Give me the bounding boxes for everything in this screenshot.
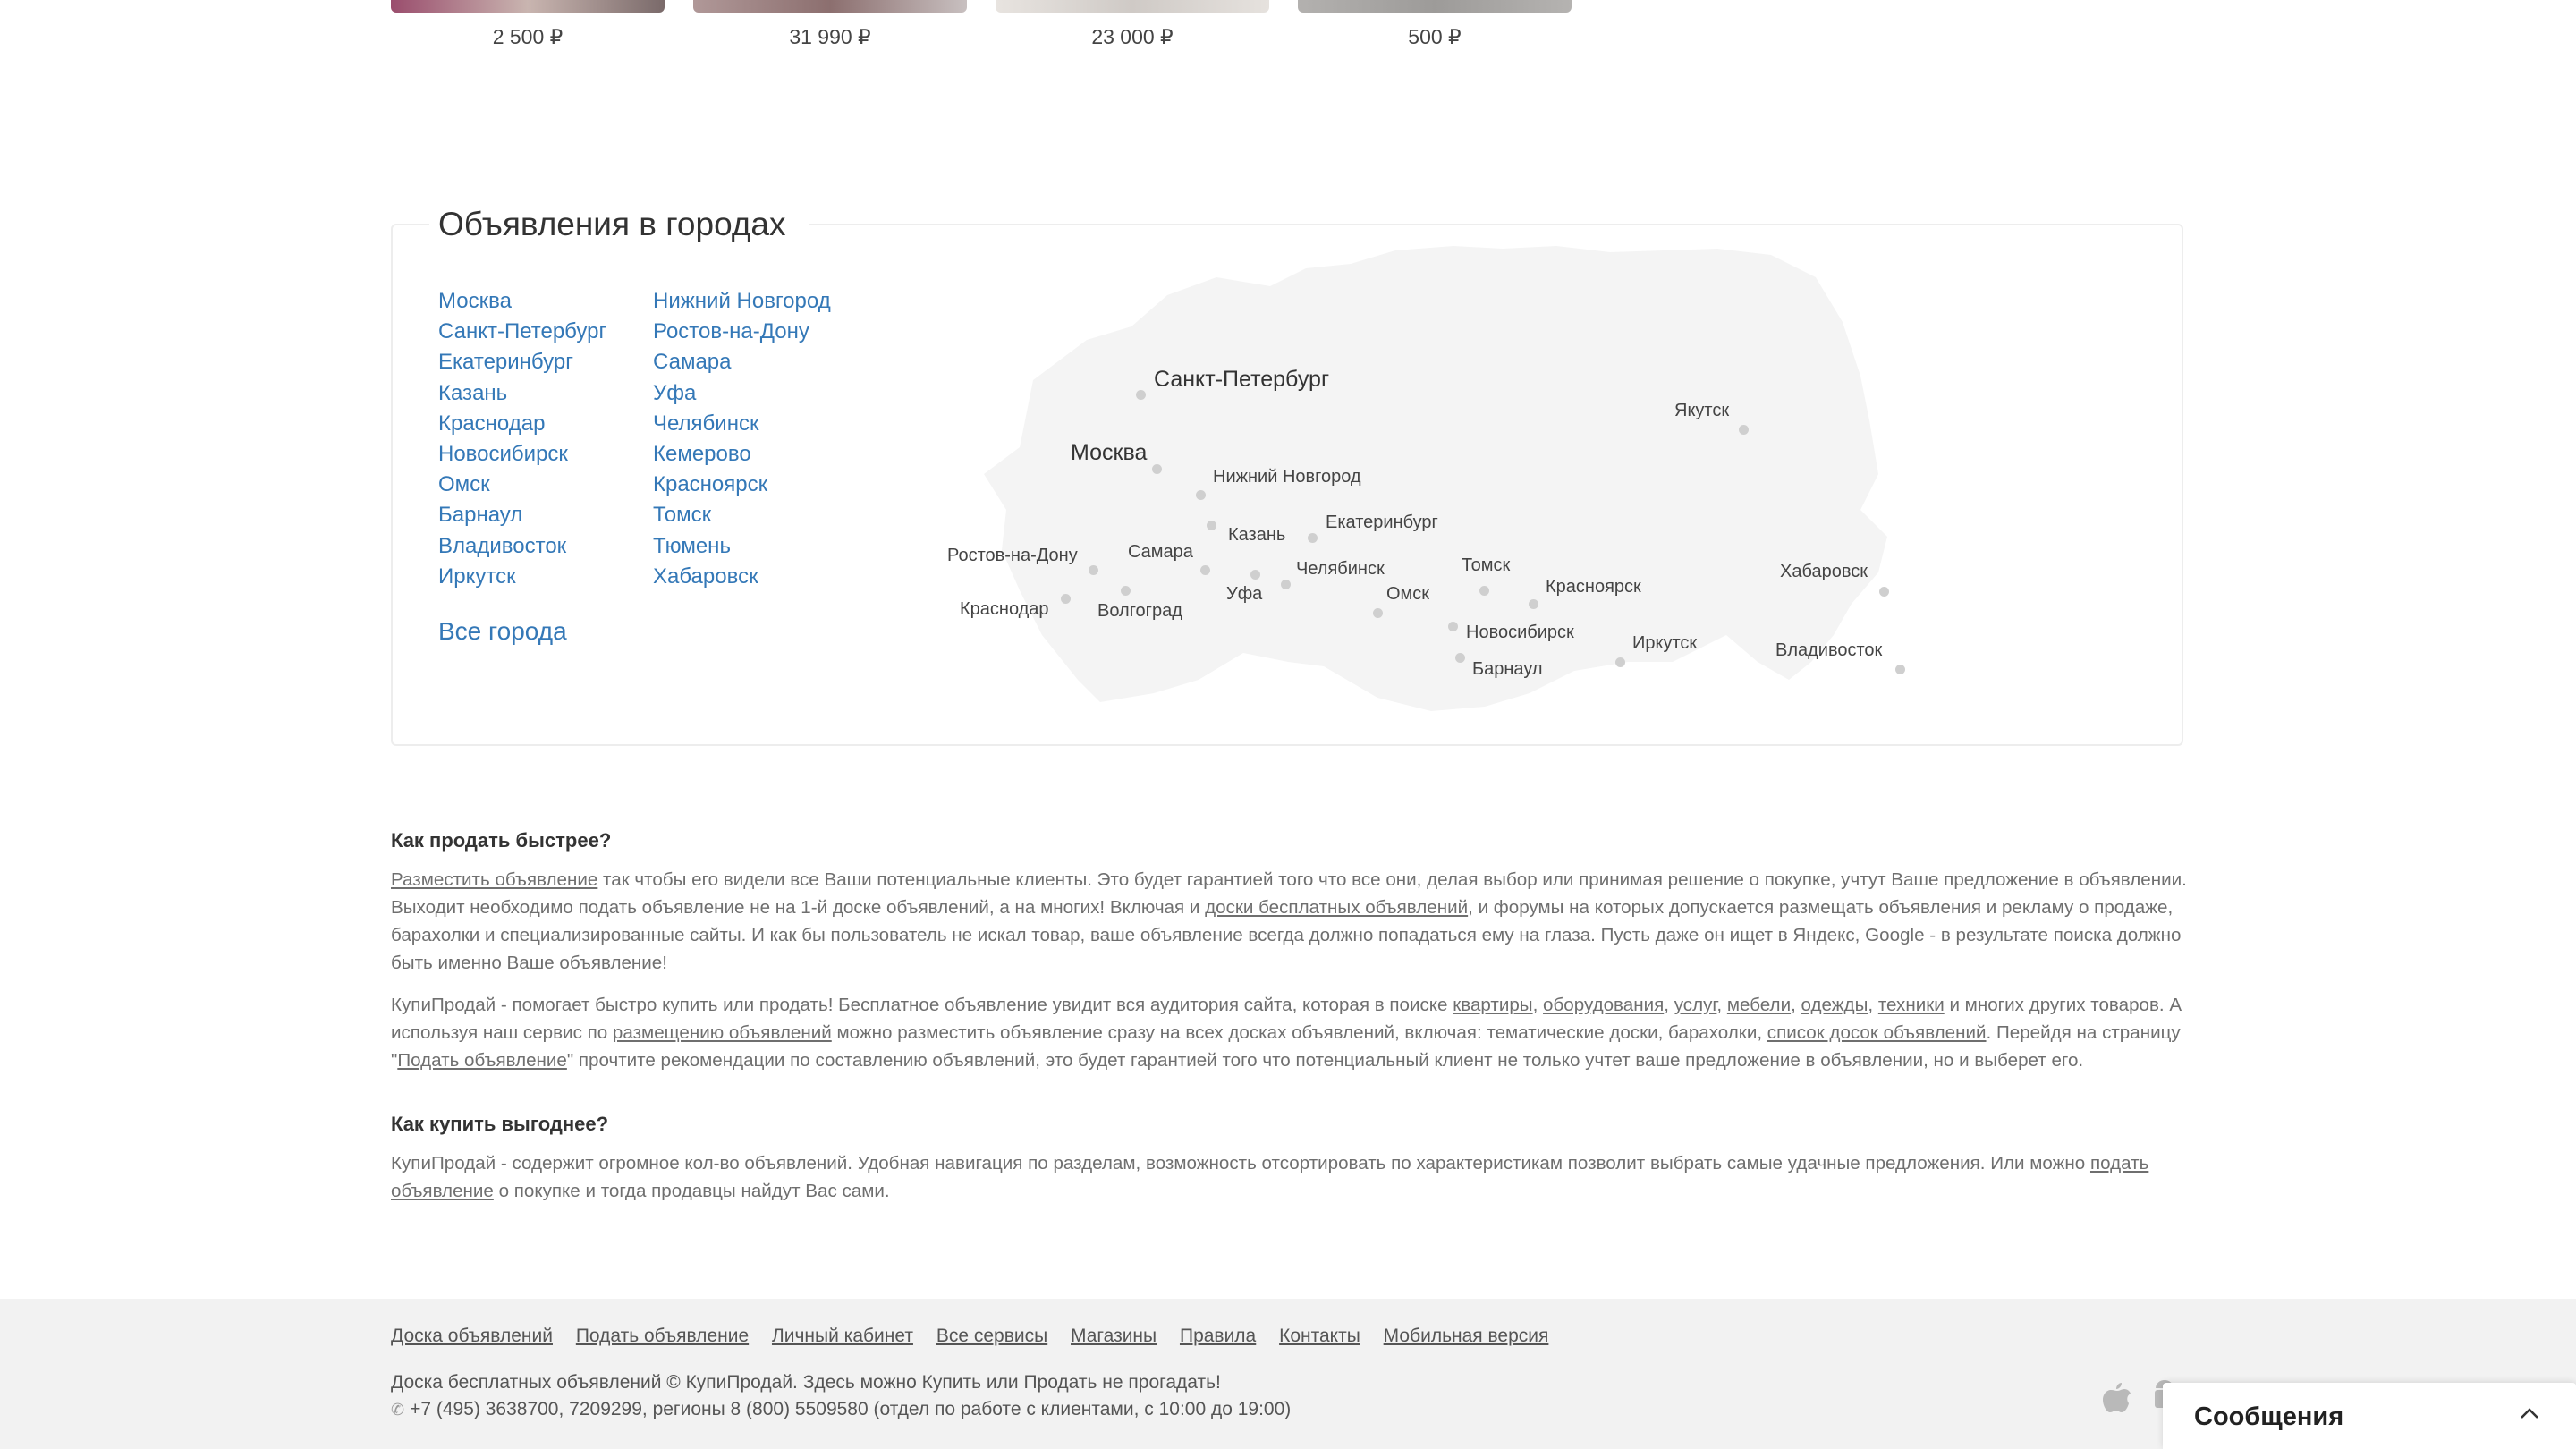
product-strip [391,0,1572,63]
map-label-city[interactable]: Челябинск [1296,559,1385,579]
seo-separator: , [1868,995,1878,1015]
services-link[interactable]: услуг [1674,995,1717,1015]
city-item [438,378,606,409]
city-item [438,562,606,592]
chevron-up-icon[interactable] [2519,1402,2540,1424]
product-thumbnail[interactable] [391,0,665,13]
map-label-city[interactable]: Уфа [1226,584,1263,604]
seo-text: " прочтите рекомендации по составлению объявлений, это будет гарантией того что потенциальный клиент не только учтет ваше предложение в объявлении, но и выберет его. [566,1050,2084,1071]
city-link[interactable]: Ростов-на-Дону [653,319,809,344]
map-dot-tomsk [1479,586,1489,596]
boards-list-link[interactable]: список досок объявлений [1767,1022,1987,1043]
footer-nav [391,1326,1566,1347]
city-link[interactable]: Нижний Новгород [653,289,831,313]
furniture-link[interactable]: мебели [1726,995,1792,1015]
city-item [438,470,606,500]
footer-link-account[interactable]: Личный кабинет [771,1326,913,1346]
seo-paragraph [391,866,2189,977]
map-label-city[interactable]: Самара [1128,542,1193,562]
city-link[interactable]: Самара [653,350,732,375]
city-item [438,439,606,470]
city-link[interactable]: Кемерово [653,441,751,466]
map-dot-samara [1200,565,1210,575]
map-dot-rostov [1089,565,1098,575]
map-label-city[interactable]: Красноярск [1546,577,1641,597]
city-item [653,531,831,562]
city-link[interactable]: Иркутск [438,564,516,589]
city-item [653,470,831,500]
product-card[interactable] [996,0,1269,49]
city-link[interactable]: Красноярск [653,472,768,497]
place-ad-link[interactable]: Разместить объявление [391,869,598,890]
seo-separator: , [1791,995,1801,1015]
city-link[interactable]: Москва [438,289,512,313]
map-label-city[interactable]: Ростов-на-Дону [947,546,1078,565]
city-link[interactable]: Екатеринбург [438,350,573,375]
buy-cheaper-title: Как купить выгоднее? [391,1113,609,1135]
city-link[interactable]: Казань [438,380,508,405]
seo-separator: , [1664,995,1674,1015]
map-dot-krasnoyarsk [1529,599,1538,609]
city-item [438,317,606,347]
map-dot-yakutsk [1739,425,1749,435]
footer-copyright: Доска бесплатных объявлений © КупиПродай. Здесь можно Купить или Продать не прогадать! [391,1372,1221,1393]
map-label-city[interactable]: Якутск [1674,401,1730,420]
footer-link-mobile[interactable]: Мобильная версия [1383,1326,1549,1346]
city-item [438,531,606,562]
map-dot-omsk [1373,608,1383,618]
city-link[interactable]: Хабаровск [653,564,758,589]
city-item [653,562,831,592]
ad-placement-link[interactable]: размещению объявлений [612,1022,832,1043]
map-label-city[interactable]: Новосибирск [1466,623,1574,642]
phone-icon: ✆ [391,1401,405,1419]
footer-link-board[interactable]: Доска объявлений [391,1326,553,1346]
map-dot-volgograd [1121,586,1131,596]
sell-faster-title: Как продать быстрее? [391,829,612,852]
seo-text: о покупке и тогда продавцы найдут Вас сами. [493,1181,890,1201]
map-dot-ufa [1250,570,1260,580]
map-dot-khabarovsk [1879,587,1889,597]
product-price: 2 500 ₽ [492,25,564,48]
map-dot-vladivostok [1895,665,1905,674]
product-price: 23 000 ₽ [1091,25,1174,48]
all-cities-link[interactable]: Все города [438,617,567,645]
map-label-city[interactable]: Владивосток [1775,640,1883,660]
product-thumbnail[interactable] [1298,0,1572,13]
map-label-city[interactable]: Хабаровск [1780,562,1868,581]
seo-text: КупиПродай - помогает быстро купить или продать! Бесплатное объявление увидит вся аудитория сайта, которая в поиске [391,995,1453,1015]
product-card[interactable] [1298,0,1572,49]
seo-text: так чтобы его видели все Ваши потенциальные клиенты. Это будет гарантией того что все они, делая выбор или принимая решение о покупке, учтут Ваше предложение в объявлении. Выходит необходимо подать объявление не на 1-й доске объявлений, а на многих! Включая и [391,869,2187,918]
map-dot-kazan [1207,521,1216,530]
product-thumbnail[interactable] [996,0,1269,13]
map-label-city[interactable]: Екатеринбург [1326,513,1438,532]
map-dot-barnaul [1455,653,1465,663]
flats-link[interactable]: квартиры [1453,995,1533,1015]
map-dot-ekb [1308,533,1318,543]
phone-text: +7 (495) 3638700, 7209299, регионы 8 (800) 5509580 (отдел по работе с клиентами, с 10:00 до 19:00) [410,1399,1292,1419]
messages-widget[interactable] [2163,1383,2576,1449]
seo-text: и многих других товаров. А используя наш сервис по [391,995,2182,1043]
city-item [653,409,831,439]
map-label-city[interactable]: Санкт-Петербург [1154,367,1330,392]
city-link[interactable]: Челябинск [653,411,759,436]
city-link[interactable]: Тюмень [653,533,731,558]
city-link[interactable]: Новосибирск [438,441,568,466]
city-item [438,286,606,317]
map-dot-novosibirsk [1448,622,1458,631]
city-item [438,347,606,377]
map-dot-spb [1136,390,1146,400]
map-label-city[interactable]: Омск [1386,584,1430,604]
seo-text: КупиПродай - содержит огромное кол-во объявлений. Удобная навигация по разделам, возможность отсортировать по характеристикам позволит выбрать самые удачные предложения. Или можно [391,1153,2090,1174]
seo-text: , и форумы на которых допускается размещать объявления и рекламу о продаже, барахолки и специализированные сайты. И как бы пользователь не искал товар, ваше объявление всегда должно попадаться ему на глаза. Пусть даже он ищет в Яндекс, Google - в результате поиска должно быть именно Ваше объявление! [391,897,2182,973]
seo-paragraph [391,1149,2189,1205]
map-label-city[interactable]: Барнаул [1472,659,1543,679]
seo-separator: , [1532,995,1544,1015]
city-link[interactable]: Томск [653,503,712,528]
product-price: 500 ₽ [1408,25,1462,48]
city-item [653,500,831,530]
city-link[interactable]: Уфа [653,380,697,405]
post-buy-ad-link[interactable]: подать объявление [391,1153,2149,1201]
messages-label: Сообщения [2194,1402,2344,1431]
city-item [653,378,831,409]
product-card[interactable] [391,0,665,49]
map-label-city[interactable]: Казань [1228,525,1286,545]
city-item [653,286,831,317]
city-item [653,347,831,377]
city-link[interactable]: Барнаул [438,503,523,528]
map-dot-chelyabinsk [1281,580,1291,589]
map-label-city[interactable]: Волгоград [1097,601,1182,621]
map-dot-krasnodar [1061,594,1071,604]
city-item [653,439,831,470]
city-list-left [438,286,606,592]
product-price: 31 990 ₽ [789,25,871,48]
map-dot-irkutsk [1615,657,1625,667]
seo-text: можно разместить объявление сразу на всех досках объявлений, включая: тематические доски, барахолки, [831,1022,1767,1043]
tech-link[interactable]: техники [1877,995,1945,1015]
apple-icon[interactable] [2102,1379,2132,1415]
product-card[interactable] [693,0,967,49]
map-label-city[interactable]: Краснодар [960,599,1049,619]
map-label-city[interactable]: Иркутск [1632,633,1698,653]
post-ad-link[interactable]: Подать объявление [397,1050,567,1071]
city-list-right [653,286,831,592]
footer-phone [391,1399,1291,1420]
map-dot-nnovgorod [1196,490,1206,500]
city-item [438,409,606,439]
footer-link-rules[interactable]: Правила [1179,1326,1257,1346]
city-link[interactable]: Омск [438,472,490,497]
seo-section [391,823,2189,1205]
seo-paragraph [391,991,2189,1074]
equipment-link[interactable]: оборудования [1543,995,1665,1015]
footer-link-post-ad[interactable]: Подать объявление [575,1326,750,1346]
seo-separator: , [1716,995,1727,1015]
city-item [438,500,606,530]
map-dot-moscow [1152,464,1162,474]
footer-link-services[interactable]: Все сервисы [936,1326,1048,1346]
footer-link-shops[interactable]: Магазины [1071,1326,1157,1346]
cities-title: Объявления в городах [429,202,809,247]
city-link[interactable]: Санкт-Петербург [438,319,607,344]
clothes-link[interactable]: одежды [1801,995,1868,1015]
map-label-city[interactable]: Томск [1462,555,1511,575]
city-link[interactable]: Краснодар [438,411,546,436]
map-label-city[interactable]: Нижний Новгород [1213,467,1361,487]
seo-text: . Перейдя на страницу " [391,1022,2181,1071]
footer-link-contacts[interactable]: Контакты [1279,1326,1360,1346]
city-item [653,317,831,347]
russia-map [930,242,2039,724]
map-label-city[interactable]: Москва [1071,440,1148,465]
product-thumbnail[interactable] [693,0,967,13]
free-boards-link[interactable]: доски бесплатных объявлений [1205,897,1469,918]
city-link[interactable]: Владивосток [438,533,567,558]
